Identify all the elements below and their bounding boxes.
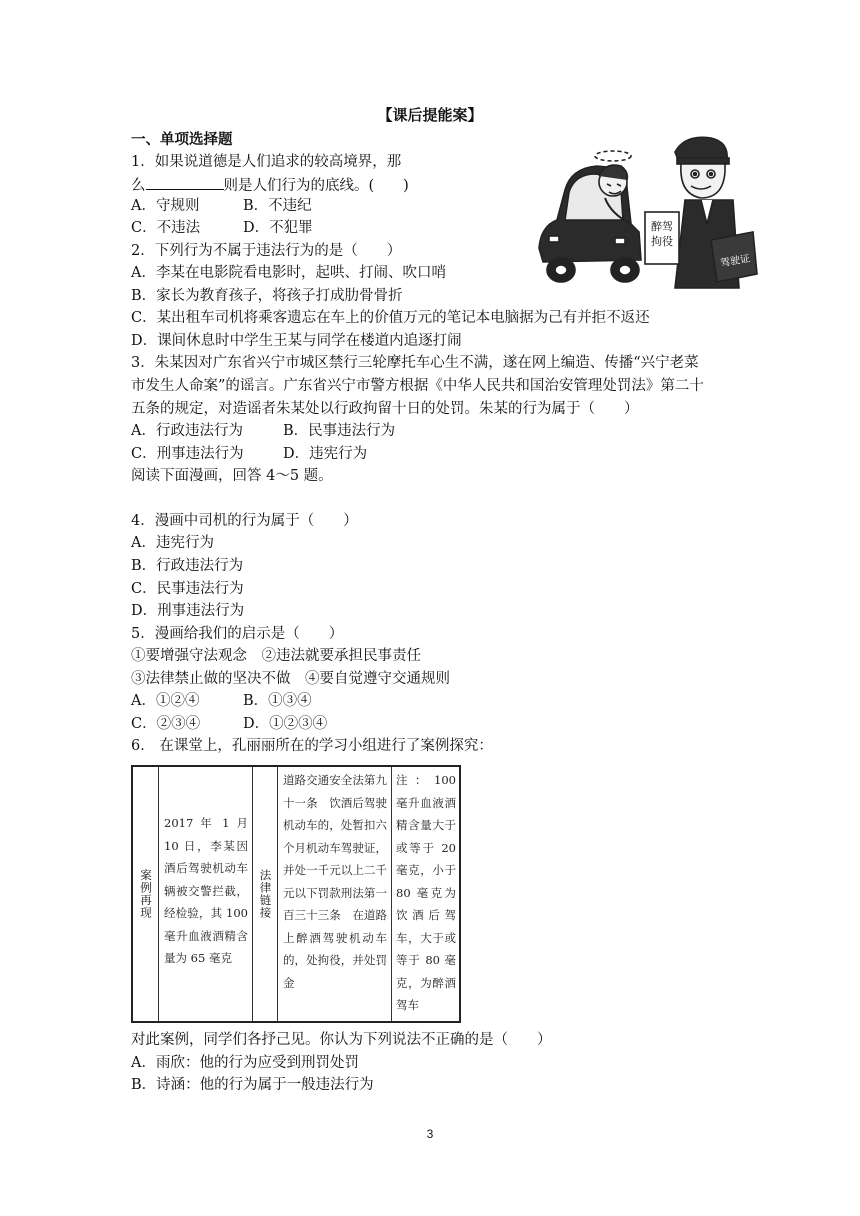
q1-stem-line2	[131, 174, 409, 196]
q5-option-b: B．①③④	[243, 693, 312, 709]
q1-stem-post: 则是人们行为的底线。( )	[223, 178, 409, 194]
page-number: 3	[426, 1127, 434, 1141]
q3-option-d: D．违宪行为	[283, 446, 368, 462]
q1-option-c: C．不违法	[131, 220, 201, 236]
q2-option-d: D．课间休息时中学生王某与同学在楼道内追逐打闹	[131, 333, 462, 349]
case-header-cell	[133, 767, 158, 1021]
q5-option-a: A．①②④	[131, 693, 200, 709]
case-description: 2017 年 1 月 10 日，李某因酒后驾驶机动车辆被交警拦截，经检验，其 100 毫升血液酒精含量为 65 毫克	[164, 816, 248, 965]
q1-blank	[146, 174, 224, 190]
q3-stem-line2: 市发生人命案”的谣言。广东省兴宁市警方根据《中华人民共和国治安管理处罚法》第二十	[131, 378, 704, 394]
q1-stem-line1: 1．如果说道德是人们追求的较高境界，那	[131, 154, 402, 170]
q4-option-a: A．违宪行为	[131, 535, 214, 551]
q4-option-d: D．刑事违法行为	[131, 603, 245, 619]
cartoon-license-label: 驾驶证	[719, 253, 751, 270]
q2-option-a: A．李某在电影院看电影时，起哄、打闹、吹口哨	[131, 265, 446, 281]
q4-stem: 4．漫画中司机的行为属于（ ）	[131, 513, 358, 529]
reading-instruction: 阅读下面漫画，回答 4～5 题。	[131, 468, 333, 484]
section-heading: 一、单项选择题	[131, 132, 233, 148]
q1-options-row2	[131, 218, 313, 238]
q6-option-b: B．诗涵：他的行为属于一般违法行为	[131, 1077, 374, 1093]
q3-option-c: C．刑事违法行为	[131, 446, 244, 462]
q6-after: 对此案例，同学们各抒己见。你认为下列说法不正确的是（ ）	[131, 1032, 552, 1048]
page-title: 【课后提能案】	[377, 106, 483, 124]
q2-stem: 2．下列行为不属于违法行为的是（ ）	[131, 243, 402, 259]
case-table	[131, 765, 461, 1023]
law-header: 法律链接	[258, 869, 273, 919]
q3-options-row1	[131, 421, 395, 441]
q3-stem-line1: 3．朱某因对广东省兴宁市城区禁行三轮摩托车心生不满，遂在网上编造、传播“兴宁老菜	[131, 355, 699, 371]
q5-options-row1	[131, 691, 312, 711]
q3-option-a: A．行政违法行为	[131, 423, 243, 439]
q3-options-row2	[131, 444, 367, 464]
cartoon-sign-line2: 拘役	[651, 235, 673, 248]
q2-option-c: C．某出租车司机将乘客遗忘在车上的价值万元的笔记本电脑据为己有并拒不返还	[131, 310, 650, 326]
q6-option-a: A．雨欣：他的行为应受到刑罚处罚	[131, 1055, 359, 1071]
q2-option-b: B．家长为教育孩子，将孩子打成肋骨骨折	[131, 288, 403, 304]
law-header-cell	[253, 767, 277, 1021]
q5-statements-1: ①要增强守法观念 ②违法就要承担民事责任	[131, 648, 421, 664]
q5-option-c: C．②③④	[131, 716, 201, 732]
law-text: 道路交通安全法第九十一条 饮酒后驾驶机动车的，处暂扣六个月机动车驾驶证，并处一千元以上二千元以下罚款刑法第一百三十三条 在道路上醉酒驾驶机动车的，处拘役，并处罚金	[283, 773, 387, 990]
q5-option-d: D．①②③④	[243, 716, 328, 732]
q5-statements-2: ③法律禁止做的坚决不做 ④要自觉遵守交通规则	[131, 671, 450, 687]
q5-options-row2	[131, 714, 327, 734]
q1-option-d: D．不犯罪	[243, 220, 313, 236]
q1-options-row1	[131, 196, 312, 216]
case-header: 案例再现	[139, 869, 153, 919]
q4-option-b: B．行政违法行为	[131, 558, 244, 574]
drunk-driving-cartoon	[535, 128, 760, 290]
note-text: 注：100 毫升血液酒精含量大于或等于 20 毫克，小于 80 毫克为饮酒后驾车，大于或等于 80 毫克，为醉酒驾车	[396, 773, 456, 1012]
q5-stem: 5．漫画给我们的启示是（ ）	[131, 626, 344, 642]
q1-stem-pre: 么	[131, 178, 146, 194]
q1-option-a: A．守规则	[131, 198, 200, 214]
q3-option-b: B．民事违法行为	[283, 423, 396, 439]
cartoon-sign-line1: 醉驾	[651, 220, 673, 233]
q4-option-c: C．民事违法行为	[131, 581, 244, 597]
q6-stem: 6． 在课堂上，孔丽丽所在的学习小组进行了案例探究：	[131, 738, 493, 754]
q1-option-b: B．不违纪	[243, 198, 312, 214]
q3-stem-line3: 五条的规定，对造谣者朱某处以行政拘留十日的处罚。朱某的行为属于（ ）	[131, 401, 639, 417]
